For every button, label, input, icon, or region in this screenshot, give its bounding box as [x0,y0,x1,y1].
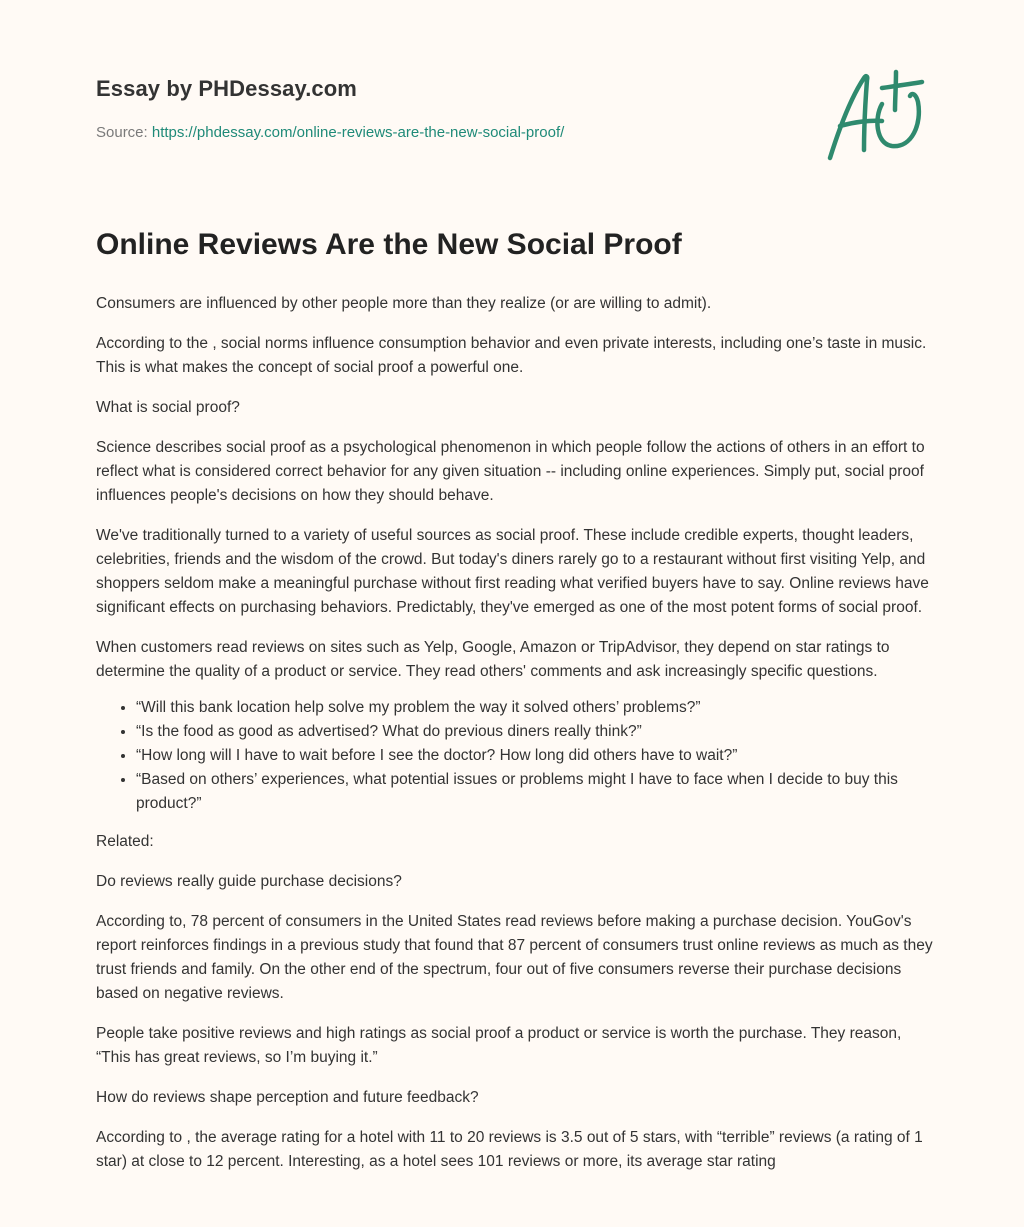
article-title: Online Reviews Are the New Social Proof [96,228,682,261]
source-label: Source: [96,124,148,141]
subheading: What is social proof? [96,399,240,416]
paragraph: Science describes social proof as a psychological phenomenon in which people follow the actions of others in an effort to reflect what is considered correct behavior for any given situation -- including online experiences. Simply put, social proof influences people's decisions on how they should behave. [96,439,925,504]
list-item: • “Will this bank location help solve my problem the way it solved others’ problems?” [136,696,936,720]
paragraph: When customers read reviews on sites such as Yelp, Google, Amazon or TripAdvisor, they depend on star ratings to determine the quality of a product or service. They read others' comments and ask increasingly specific questions. [96,639,890,680]
related-label: Related: [96,833,154,850]
source-line [96,124,564,141]
paragraph: Consumers are influenced by other people more than they realize (or are willing to admit). [96,295,712,312]
paragraph: According to the , social norms influence consumption behavior and even private interests, including one’s taste in music. This is what makes the concept of social proof a powerful one. [96,335,927,376]
paragraph: We've traditionally turned to a variety of useful sources as social proof. These include credible experts, thought leaders, celebrities, friends and the wisdom of the crowd. But today's diners rarely go to a restaurant without first visiting Yelp, and shoppers seldom make a meaningful purchase without first reading what verified buyers have to say. Online reviews have significant effects on purchasing behaviors. Predictably, they've emerged as one of the most potent forms of social proof. [96,527,929,616]
subheading: Do reviews really guide purchase decisions? [96,873,402,890]
a-plus-logo-icon [818,66,930,166]
paragraph: According to , the average rating for a hotel with 11 to 20 reviews is 3.5 out of 5 stars, with “terrible” reviews (a rating of 1 star) at close to 12 percent. Interesting, as a hotel sees 101 reviews or more, its average star rating [96,1129,923,1170]
site-brand: Essay by PHDessay.com [96,76,357,101]
article [96,226,936,1190]
paragraph: According to, 78 percent of consumers in the United States read reviews before making a purchase decision. YouGov's report reinforces findings in a previous study that found that 87 percent of consumers trust online reviews as much as they trust friends and family. On the other end of the spectrum, four out of five consumers reverse their purchase decisions based on negative reviews. [96,913,933,1002]
source-link[interactable]: https://phdessay.com/online-reviews-are-the-new-social-proof/ [151,124,565,141]
list-item: • “Based on others’ experiences, what potential issues or problems might I have to face when I decide to buy this product?” [136,768,936,816]
paragraph: People take positive reviews and high ratings as social proof a product or service is worth the purchase. They reason, “This has great reviews, so I’m buying it.” [96,1025,902,1066]
question-list [96,696,936,816]
list-item: • “Is the food as good as advertised? What do previous diners really think?” [136,720,936,744]
subheading: How do reviews shape perception and future feedback? [96,1089,479,1106]
list-item: • “How long will I have to wait before I see the doctor? How long did others have to wait?” [136,744,936,768]
